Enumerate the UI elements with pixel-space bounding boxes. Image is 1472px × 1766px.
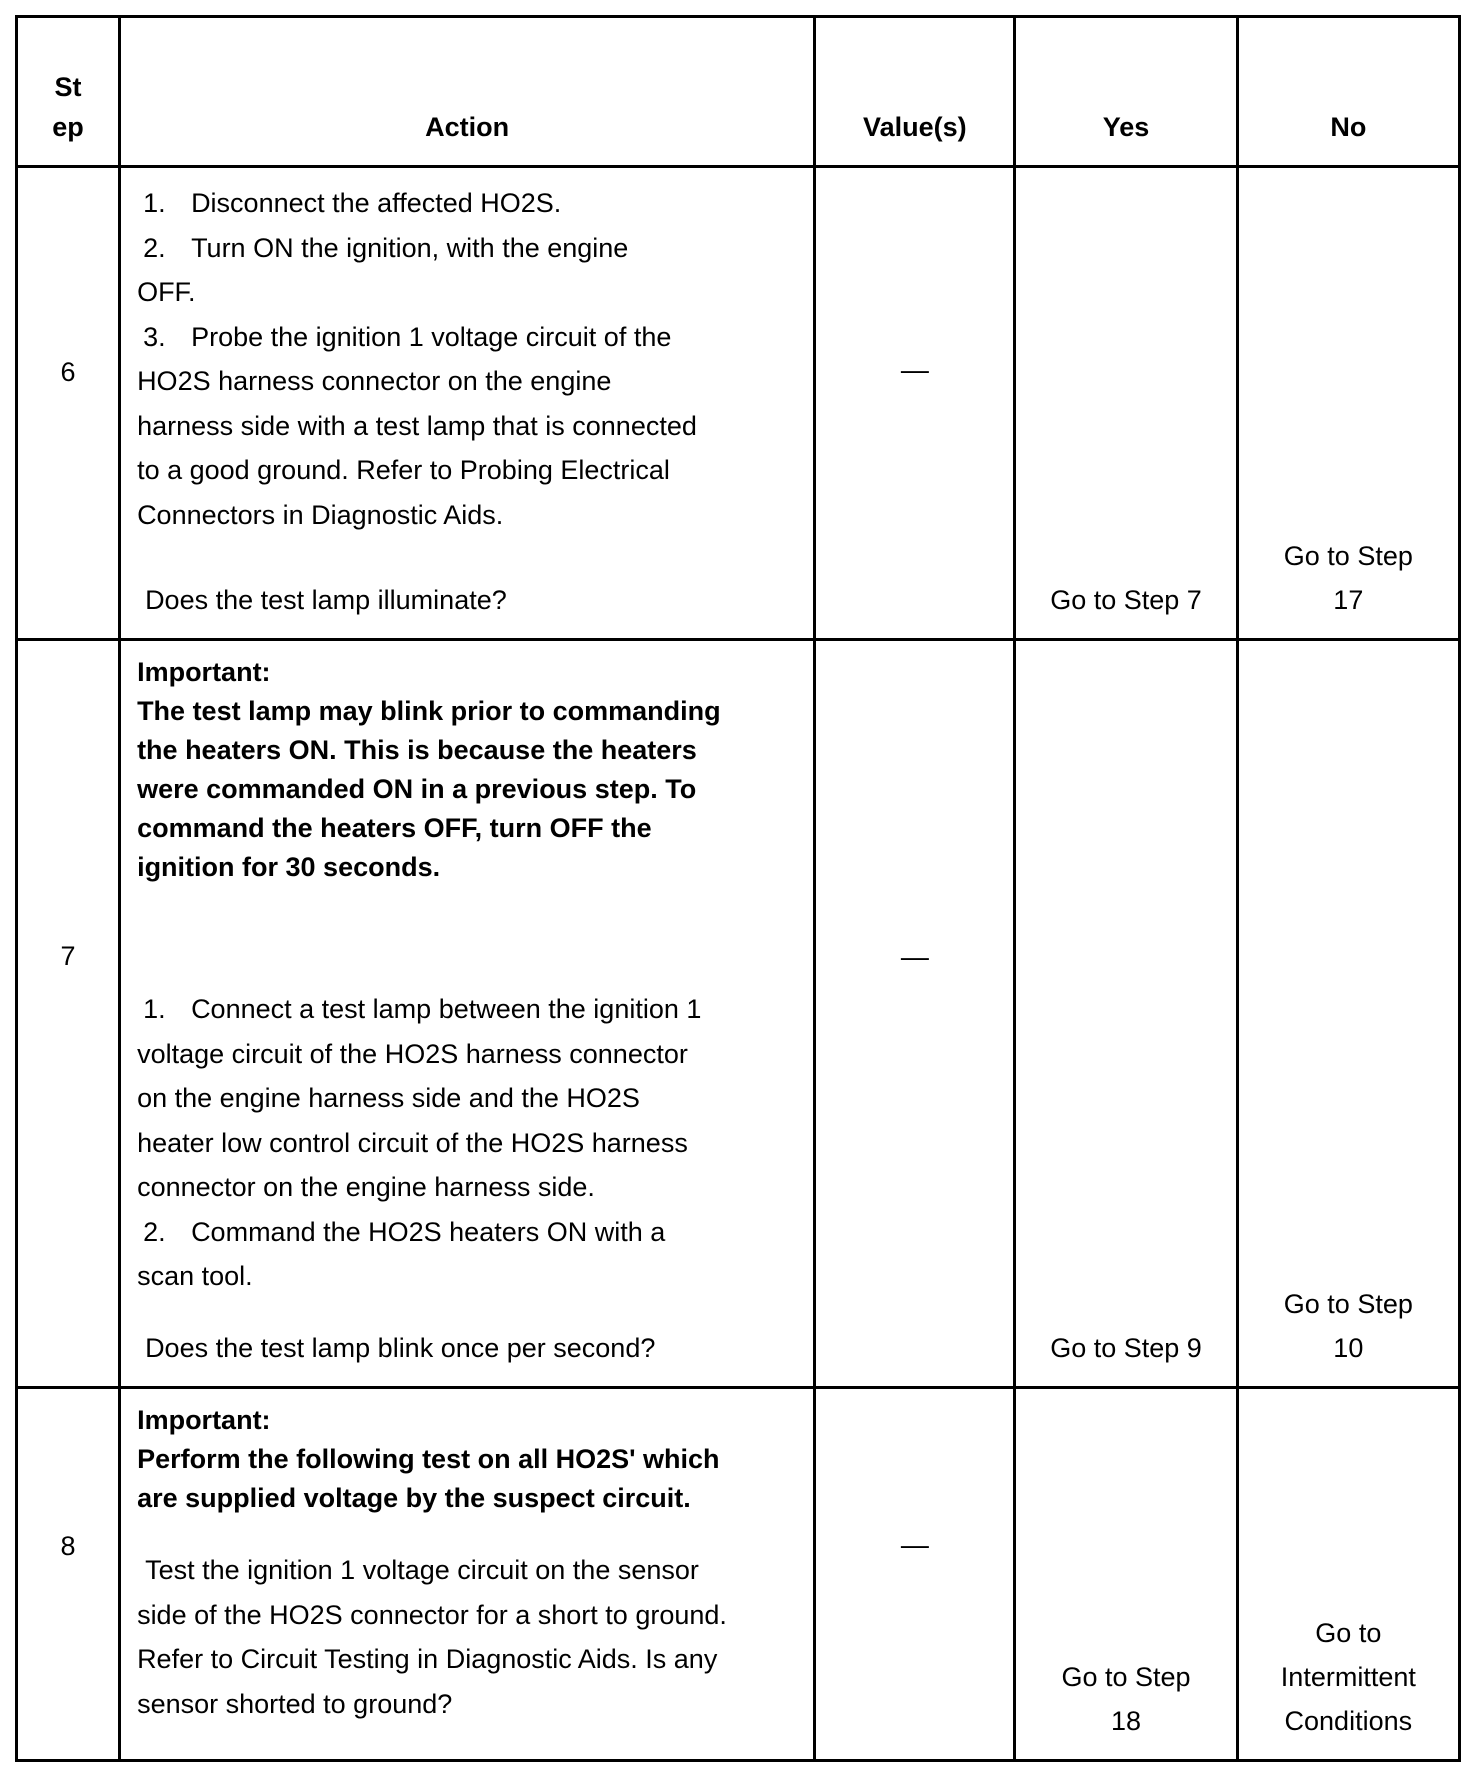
list-item: 3. Probe the ignition 1 voltage circuit of the xyxy=(143,321,672,352)
header-yes: Yes xyxy=(1015,17,1237,167)
yes-cell xyxy=(1015,167,1237,640)
question-text: Does the test lamp blink once per second? xyxy=(145,1333,656,1363)
step-number: 7 xyxy=(60,941,76,971)
value-text: — xyxy=(900,354,929,385)
action-text: Test the ignition 1 voltage circuit on the sensor side of the HO2S connector for a short to ground. Refer to Circuit Testing in Diagnostic Aids. Is any sensor shorted to ground? xyxy=(137,1555,727,1719)
step-cell xyxy=(17,167,120,640)
action-text: OFF. xyxy=(137,277,196,307)
action-cell xyxy=(120,167,815,640)
action-text: HO2S harness connector on the engine harness side with a test lamp that is connected to a good ground. Refer to Probing Electrical Connectors in Diagnostic Aids. xyxy=(137,366,697,530)
header-values: Value(s) xyxy=(815,17,1015,167)
value-cell xyxy=(815,167,1015,640)
diagnostic-table xyxy=(15,15,1461,1762)
step-cell xyxy=(17,640,120,1388)
header-action: Action xyxy=(120,17,815,167)
header-step xyxy=(17,17,120,167)
list-item: 1. Connect a test lamp between the ignition 1 xyxy=(143,994,702,1024)
no-result: Go to Step 17 xyxy=(1283,541,1413,615)
yes-cell xyxy=(1015,1388,1237,1761)
value-cell xyxy=(815,640,1015,1388)
value-text: — xyxy=(900,1529,929,1560)
no-result: Go to Step 10 xyxy=(1283,1289,1413,1363)
list-item: 1. Disconnect the affected HO2S. xyxy=(143,188,562,218)
header-step-line1: St xyxy=(54,72,82,102)
table-row xyxy=(17,1388,1460,1761)
step-cell xyxy=(17,1388,120,1761)
header-row xyxy=(17,17,1460,167)
yes-cell xyxy=(1015,640,1237,1388)
header-step-line2: ep xyxy=(52,112,84,142)
important-text: The test lamp may blink prior to commanding the heaters ON. This is because the heaters were commanded ON in a previous step. To command the heaters OFF, turn OFF the ignition for 30 seconds. xyxy=(137,696,721,882)
action-text: scan tool. xyxy=(137,1261,253,1291)
value-cell xyxy=(815,1388,1015,1761)
question-text: Does the test lamp illuminate? xyxy=(145,585,507,615)
action-text: voltage circuit of the HO2S harness connector on the engine harness side and the HO2S heater low control circuit of the HO2S harness connector on the engine harness side. xyxy=(137,1038,688,1202)
no-cell xyxy=(1237,167,1459,640)
yes-result: Go to Step 9 xyxy=(1050,1333,1202,1363)
list-item: 2. Turn ON the ignition, with the engine xyxy=(143,232,629,263)
yes-result: Go to Step 18 xyxy=(1061,1662,1191,1736)
value-text: — xyxy=(900,941,929,972)
action-cell xyxy=(120,1388,815,1761)
yes-result: Go to Step 7 xyxy=(1050,585,1202,615)
no-cell xyxy=(1237,1388,1459,1761)
list-item: 2. Command the HO2S heaters ON with a xyxy=(143,1216,666,1247)
no-result: Go to Intermittent Conditions xyxy=(1280,1618,1416,1736)
step-number: 6 xyxy=(60,357,76,387)
header-no: No xyxy=(1237,17,1459,167)
table-row xyxy=(17,167,1460,640)
table-row xyxy=(17,640,1460,1388)
important-text: Perform the following test on all HO2S' which are supplied voltage by the suspect circuit. xyxy=(137,1444,720,1513)
important-label: Important: xyxy=(137,657,271,687)
no-cell xyxy=(1237,640,1459,1388)
action-cell xyxy=(120,640,815,1388)
step-number: 8 xyxy=(60,1531,76,1561)
important-label: Important: xyxy=(137,1405,271,1435)
